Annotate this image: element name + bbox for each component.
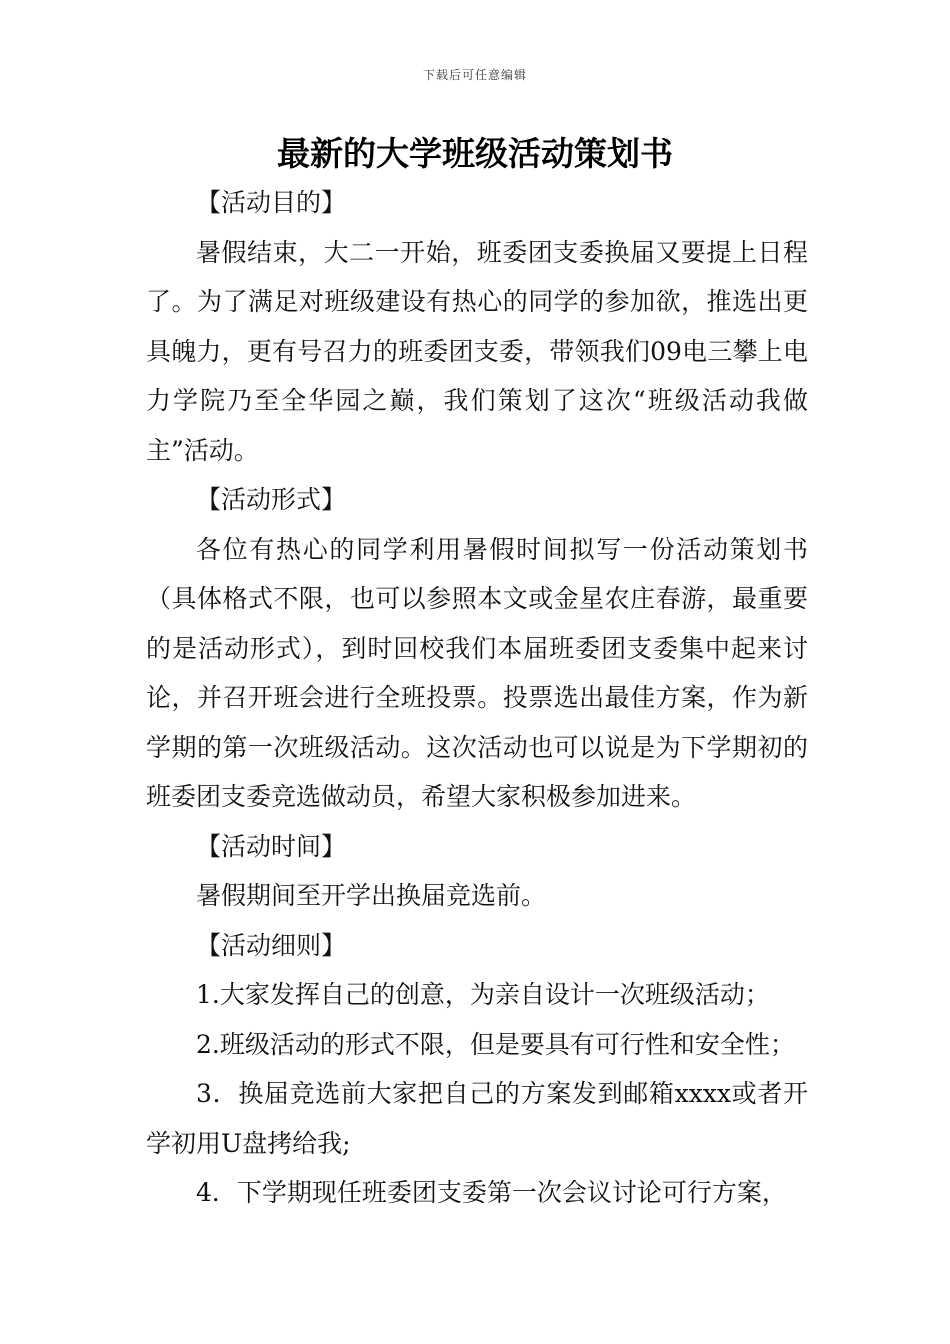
section-heading-format: 【活动形式】 xyxy=(196,485,347,514)
rule-item-3: 3．换届竞选前大家把自己的方案发到邮箱xxxx或者开学初用U盘拷给我; xyxy=(146,1079,808,1158)
paragraph-time: 暑假期间至开学出换届竞选前。 xyxy=(196,881,547,910)
rule-item-4: 4．下学期现任班委团支委第一次会议讨论可行方案， xyxy=(196,1178,787,1207)
rule-item-2: 2.班级活动的形式不限，但是要具有可行性和安全性； xyxy=(196,1029,795,1059)
rule-item-1: 1.大家发挥自己的创意，为亲自设计一次班级活动； xyxy=(196,980,770,1009)
document-body xyxy=(146,178,808,1218)
section-heading-time: 【活动时间】 xyxy=(196,831,347,861)
page-header-note: 下载后可任意编辑 xyxy=(422,68,527,82)
paragraph-purpose: 暑假结束，大二一开始，班委团支委换届又要提上日程了。为了满足对班级建设有热心的同学的参加欲，推选出更具魄力，更有号召力的班委团支委，带领我们09电三攀上电力学院乃至全华园之巅，我们策划了这次“班级活动我做主”活动。 xyxy=(146,237,808,465)
document-title: 最新的大学班级活动策划书 xyxy=(277,134,673,173)
section-heading-purpose: 【活动目的】 xyxy=(196,188,347,217)
paragraph-format: 各位有热心的同学利用暑假时间拟写一份活动策划书（具体格式不限，也可以参照本文或金星农庄春游，最重要的是活动形式），到时回校我们本届班委团支委集中起来讨论，并召开班会进行全班投票。投票选出最佳方案，作为新学期的第一次班级活动。这次活动也可以说是为下学期初的班委团支委竞选做动员，希望大家积极参加进来。 xyxy=(146,534,808,811)
section-heading-rules: 【活动细则】 xyxy=(196,930,347,960)
